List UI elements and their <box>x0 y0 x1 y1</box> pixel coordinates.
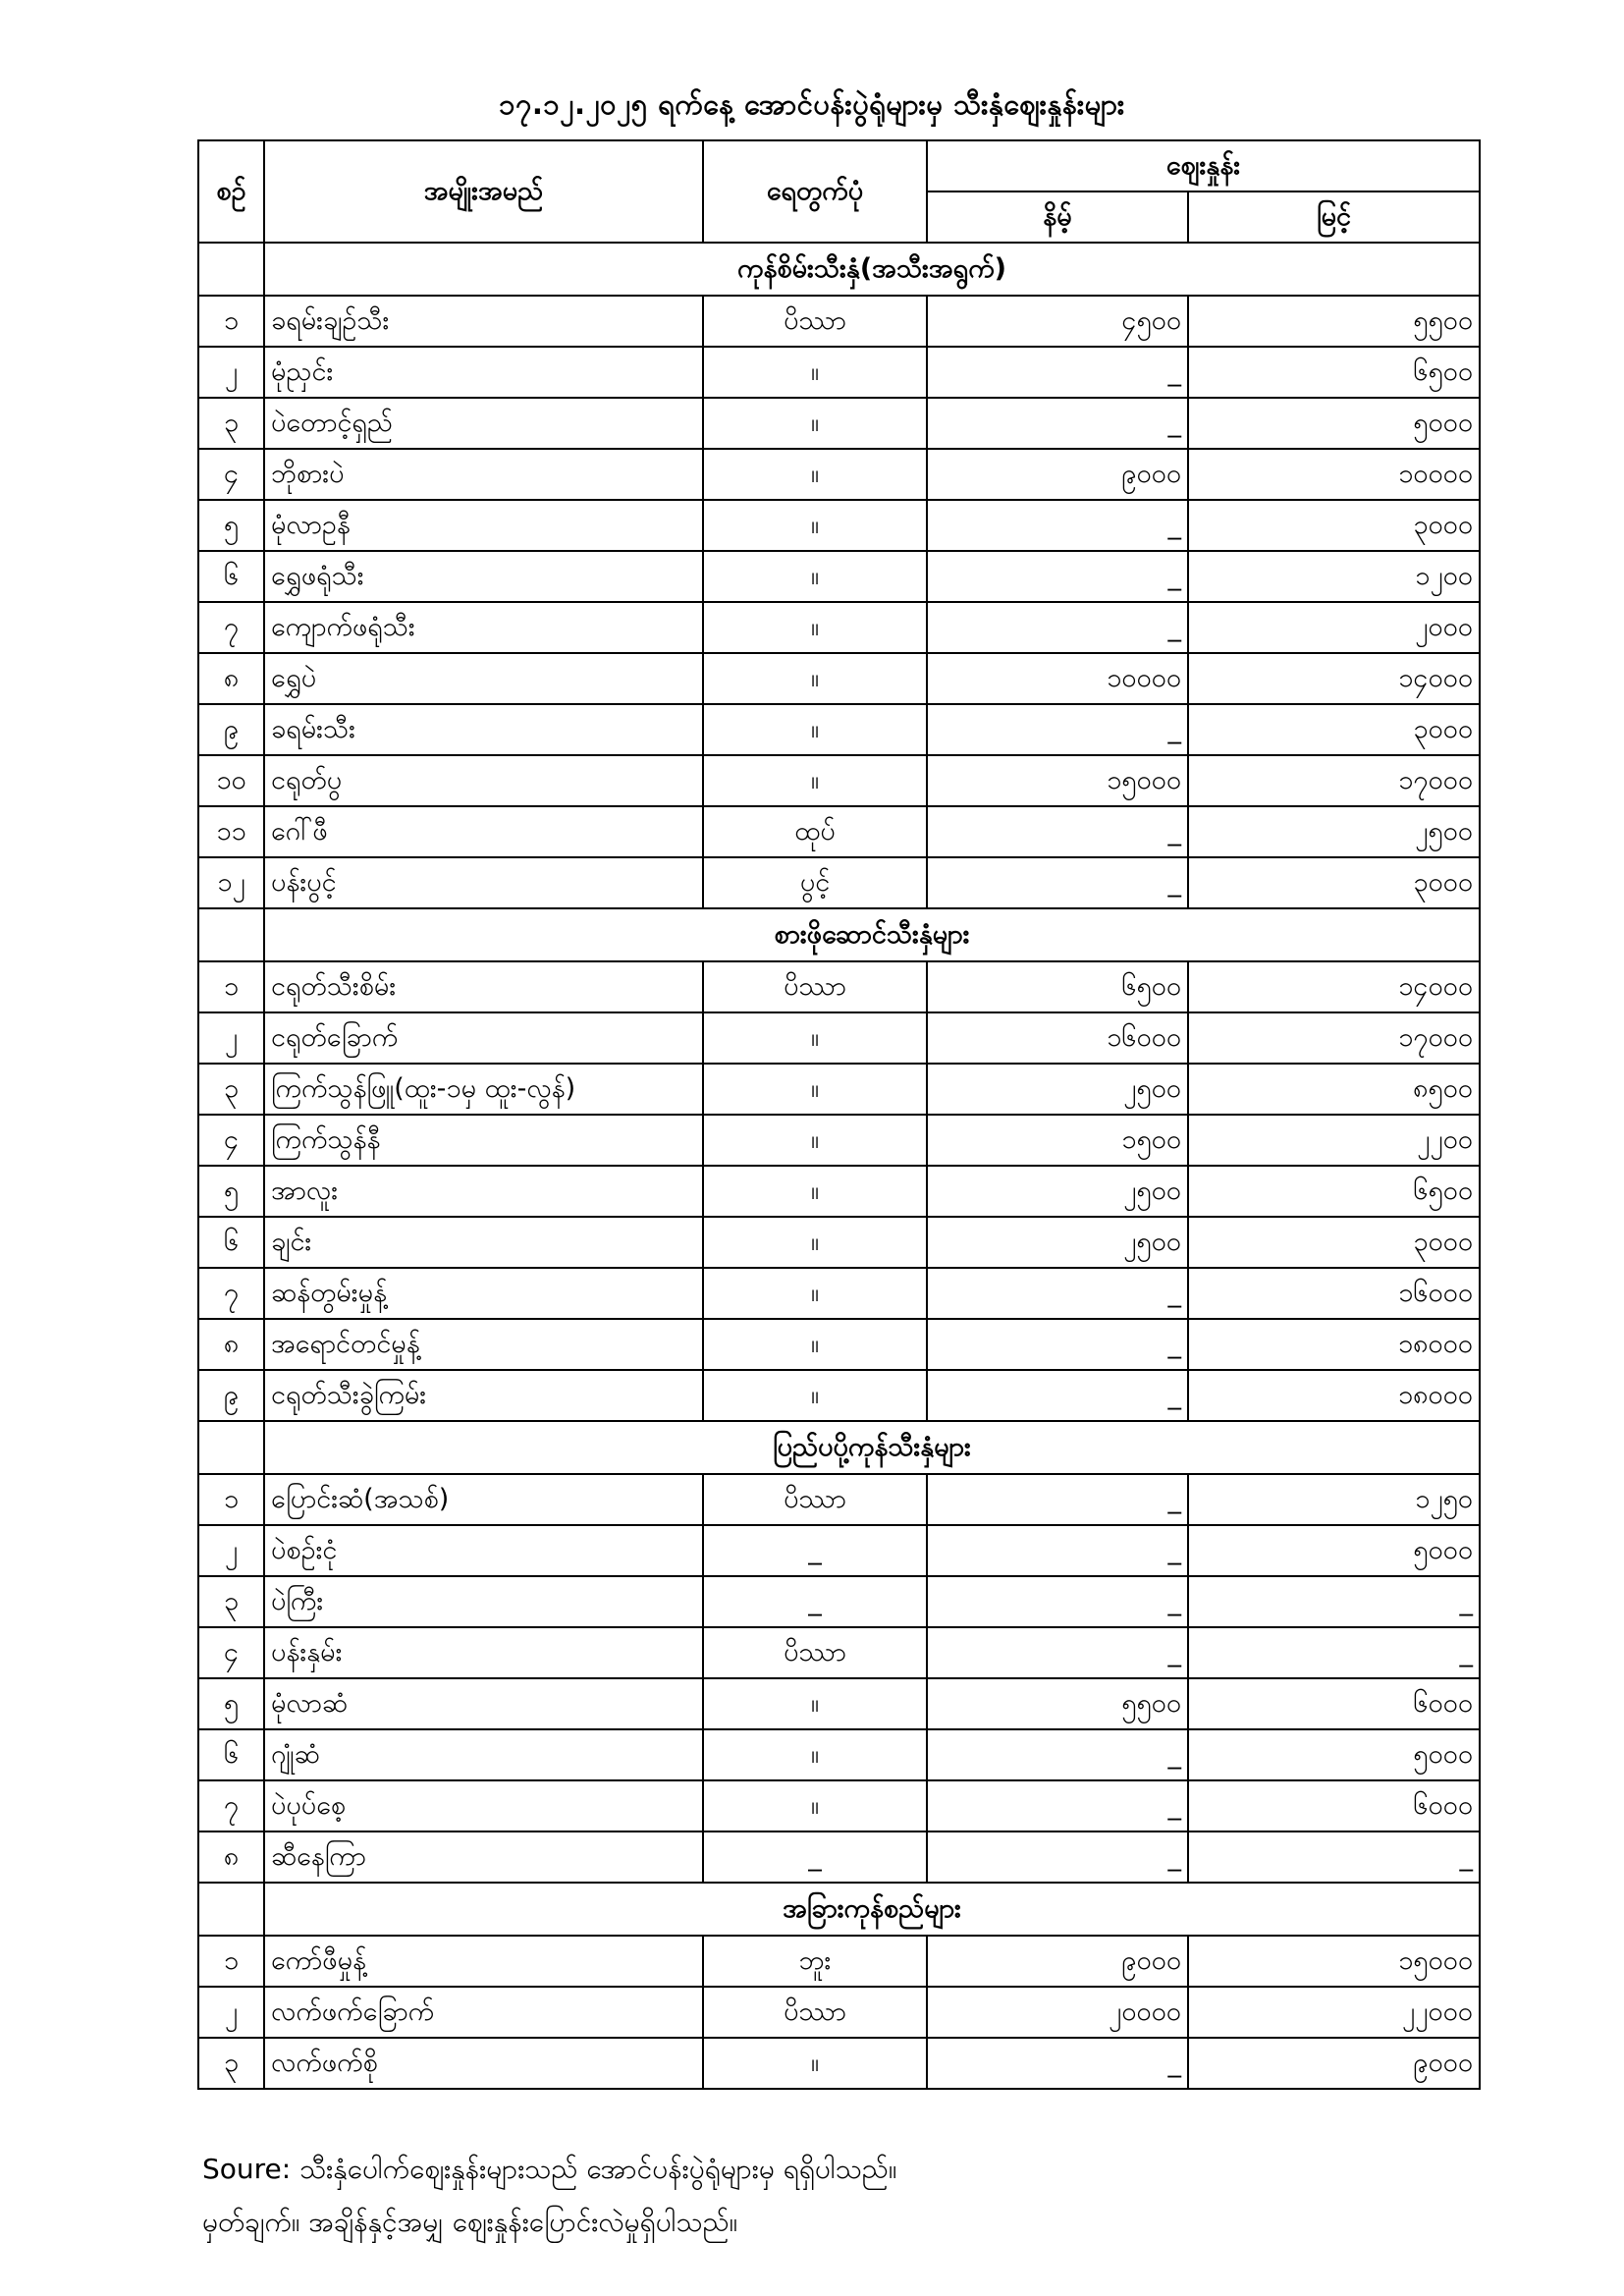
item-name: ရွှေဖရုံသီး <box>264 551 703 602</box>
row-number: ၁ <box>198 296 264 347</box>
section-row <box>198 1883 1480 1936</box>
price-low: _ <box>927 2038 1188 2089</box>
price-high: ၁၄၀၀၀ <box>1188 961 1480 1012</box>
item-name: မုံညှင်း <box>264 347 703 398</box>
item-name: ပဲပုပ်စေ့ <box>264 1780 703 1831</box>
price-high: ၁၅၀၀၀ <box>1188 1936 1480 1987</box>
price-low: _ <box>927 1780 1188 1831</box>
page-title: ၁၇.၁၂.၂၀၂၅ ရက်နေ့ အောင်ပန်းပွဲရုံများမှ သီးနှံဈေးနှုန်းများ <box>499 87 1125 121</box>
row-number: ၄ <box>198 449 264 500</box>
price-high: ၅၅၀၀ <box>1188 296 1480 347</box>
header-low: နိမ့် <box>927 191 1188 243</box>
section-title: ပြည်ပပို့ကုန်သီးနှံများ <box>264 1421 1480 1474</box>
table-row <box>198 551 1480 602</box>
item-name: ခရမ်းချဉ်သီး <box>264 296 703 347</box>
item-unit: ။ <box>703 1166 927 1217</box>
item-unit: ။ <box>703 551 927 602</box>
row-number: ၃ <box>198 1064 264 1115</box>
table-row <box>198 1217 1480 1268</box>
price-low: ၄၅၀၀ <box>927 296 1188 347</box>
table-row <box>198 1474 1480 1525</box>
price-high: ၁၂၀၀ <box>1188 551 1480 602</box>
price-high: ၃၀၀၀ <box>1188 704 1480 755</box>
item-unit: ။ <box>703 398 927 449</box>
price-high: ၂၂၀၀၀ <box>1188 1987 1480 2038</box>
price-high: ၆၅၀၀ <box>1188 1166 1480 1217</box>
row-number: ၂ <box>198 347 264 398</box>
price-high: ၃၀၀၀ <box>1188 1217 1480 1268</box>
item-name: လက်ဖက်စို <box>264 2038 703 2089</box>
price-low: ၁၀၀၀၀ <box>927 653 1188 704</box>
item-name: ခရမ်းသီး <box>264 704 703 755</box>
price-low: _ <box>927 857 1188 908</box>
item-unit: _ <box>703 1525 927 1576</box>
price-low: _ <box>927 347 1188 398</box>
item-name: ကျောက်ဖရုံသီး <box>264 602 703 653</box>
item-name: ငရုတ်သီးခွဲကြမ်း <box>264 1370 703 1421</box>
section-row <box>198 908 1480 961</box>
item-name: ငရုတ်ခြောက် <box>264 1012 703 1064</box>
row-number: ၇ <box>198 1780 264 1831</box>
row-number: ၁၂ <box>198 857 264 908</box>
item-unit: ။ <box>703 755 927 806</box>
item-name: ဂျုံဆံ <box>264 1729 703 1780</box>
row-number: ၈ <box>198 1831 264 1883</box>
item-unit: ။ <box>703 1268 927 1319</box>
item-name: ကြက်သွန်နီ <box>264 1115 703 1166</box>
table-row <box>198 347 1480 398</box>
table-row <box>198 1064 1480 1115</box>
table-row <box>198 1576 1480 1627</box>
item-unit: ။ <box>703 1678 927 1729</box>
row-number: ၁၁ <box>198 806 264 857</box>
price-high: _ <box>1188 1627 1480 1678</box>
header-no: စဉ် <box>198 140 264 243</box>
row-number: ၇ <box>198 602 264 653</box>
price-low: _ <box>927 1525 1188 1576</box>
item-unit: ။ <box>703 1370 927 1421</box>
table-row <box>198 1678 1480 1729</box>
header-unit: ရေတွက်ပုံ <box>703 140 927 243</box>
row-number: ၁ <box>198 1936 264 1987</box>
price-low: _ <box>927 1268 1188 1319</box>
row-number: ၄ <box>198 1627 264 1678</box>
price-low: ၁၅၀၀ <box>927 1115 1188 1166</box>
header-name: အမျိုးအမည် <box>264 140 703 243</box>
price-low: _ <box>927 1319 1188 1370</box>
item-unit: ။ <box>703 449 927 500</box>
table-row <box>198 1780 1480 1831</box>
item-name: ပန်းပွင့် <box>264 857 703 908</box>
price-high: ၁၄၀၀၀ <box>1188 653 1480 704</box>
price-high: ၁၂၅၀ <box>1188 1474 1480 1525</box>
price-high: ၂၅၀၀ <box>1188 806 1480 857</box>
section-blank-cell <box>198 243 264 296</box>
price-high: ၁၀၀၀၀ <box>1188 449 1480 500</box>
table-row <box>198 1627 1480 1678</box>
row-number: ၈ <box>198 653 264 704</box>
price-high: ၉၀၀၀ <box>1188 2038 1480 2089</box>
item-unit: ။ <box>703 1064 927 1115</box>
table-row <box>198 398 1480 449</box>
item-name: ရွှေပဲ <box>264 653 703 704</box>
item-name: မုံလာဥနီ <box>264 500 703 551</box>
footer-source: Soure: သီးနှံပေါက်ဈေးနှုန်းများသည် အောင်ပန်းပွဲရုံများမှ ရရှိပါသည်။ <box>202 2153 897 2185</box>
row-number: ၁၀ <box>198 755 264 806</box>
table-row <box>198 806 1480 857</box>
price-low: _ <box>927 1474 1188 1525</box>
price-low: _ <box>927 500 1188 551</box>
item-name: အရောင်တင်မှုန့် <box>264 1319 703 1370</box>
table-row <box>198 1166 1480 1217</box>
item-name: ပြောင်းဆံ(အသစ်) <box>264 1474 703 1525</box>
price-high: ၆၀၀၀ <box>1188 1678 1480 1729</box>
header-high: မြင့် <box>1188 191 1480 243</box>
row-number: ၂ <box>198 1987 264 2038</box>
price-high: _ <box>1188 1831 1480 1883</box>
table-row <box>198 1831 1480 1883</box>
item-unit: ။ <box>703 1217 927 1268</box>
table-body <box>198 243 1480 2089</box>
row-number: ၂ <box>198 1525 264 1576</box>
section-title: အခြားကုန်စည်များ <box>264 1883 1480 1936</box>
row-number: ၅ <box>198 1678 264 1729</box>
item-unit: ။ <box>703 2038 927 2089</box>
price-high: ၁၇၀၀၀ <box>1188 755 1480 806</box>
price-low: _ <box>927 1627 1188 1678</box>
price-low: ၉၀၀၀ <box>927 1936 1188 1987</box>
item-unit: ။ <box>703 653 927 704</box>
price-low: _ <box>927 1831 1188 1883</box>
price-low: _ <box>927 1370 1188 1421</box>
price-low: ၁၆၀၀၀ <box>927 1012 1188 1064</box>
item-name: ဆီနေကြာ <box>264 1831 703 1883</box>
row-number: ၃ <box>198 2038 264 2089</box>
table-row <box>198 1729 1480 1780</box>
row-number: ၉ <box>198 704 264 755</box>
row-number: ၆ <box>198 1217 264 1268</box>
table-row <box>198 755 1480 806</box>
price-high: ၃၀၀၀ <box>1188 857 1480 908</box>
item-unit: ။ <box>703 1729 927 1780</box>
price-low: _ <box>927 1576 1188 1627</box>
item-unit: ။ <box>703 602 927 653</box>
table-row <box>198 449 1480 500</box>
price-high: _ <box>1188 1576 1480 1627</box>
price-high: ၅၀၀၀ <box>1188 1729 1480 1780</box>
price-low: _ <box>927 602 1188 653</box>
section-row <box>198 243 1480 296</box>
item-unit: ပွင့် <box>703 857 927 908</box>
item-unit: ။ <box>703 704 927 755</box>
row-number: ၈ <box>198 1319 264 1370</box>
section-title: ကုန်စိမ်းသီးနှံ(အသီးအရွက်) <box>264 243 1480 296</box>
item-unit: ။ <box>703 1780 927 1831</box>
row-number: ၅ <box>198 1166 264 1217</box>
item-name: ငရုတ်သီးစိမ်း <box>264 961 703 1012</box>
item-name: ဂေါ်ဖီ <box>264 806 703 857</box>
price-high: ၅၀၀၀ <box>1188 398 1480 449</box>
item-unit: _ <box>703 1576 927 1627</box>
price-high: ၁၈၀၀၀ <box>1188 1319 1480 1370</box>
price-low: ၉၀၀၀ <box>927 449 1188 500</box>
item-unit: ။ <box>703 347 927 398</box>
price-low: _ <box>927 806 1188 857</box>
price-high: ၆၅၀၀ <box>1188 347 1480 398</box>
price-high: ၁၈၀၀၀ <box>1188 1370 1480 1421</box>
price-low: ၁၅၀၀၀ <box>927 755 1188 806</box>
row-number: ၁ <box>198 1474 264 1525</box>
item-unit: ။ <box>703 500 927 551</box>
row-number: ၆ <box>198 551 264 602</box>
table-row <box>198 2038 1480 2089</box>
table-row <box>198 704 1480 755</box>
row-number: ၄ <box>198 1115 264 1166</box>
item-name: ပန်းနှမ်း <box>264 1627 703 1678</box>
item-unit: ပိဿာ <box>703 1627 927 1678</box>
price-high: ၂၂၀၀ <box>1188 1115 1480 1166</box>
table-row <box>198 500 1480 551</box>
item-name: အာလူး <box>264 1166 703 1217</box>
section-row <box>198 1421 1480 1474</box>
price-high: ၈၅၀၀ <box>1188 1064 1480 1115</box>
price-low: ၂၅၀၀ <box>927 1064 1188 1115</box>
table-row <box>198 602 1480 653</box>
table-row <box>198 961 1480 1012</box>
footer-note: မှတ်ချက်။ အချိန်နှင့်အမျှ ဈေးနှုန်းပြောင်းလဲမှုရှိပါသည်။ <box>202 2206 738 2238</box>
price-low: _ <box>927 551 1188 602</box>
item-name: မုံလာဆံ <box>264 1678 703 1729</box>
row-number: ၇ <box>198 1268 264 1319</box>
item-name: ငရုတ်ပွ <box>264 755 703 806</box>
item-unit: ။ <box>703 1115 927 1166</box>
item-name: ကြက်သွန်ဖြူ(ထူး-၁မှ ထူး-လွန်) <box>264 1064 703 1115</box>
header-row <box>198 140 1480 191</box>
table-row <box>198 1012 1480 1064</box>
price-low: ၂၀၀၀၀ <box>927 1987 1188 2038</box>
item-name: ဆန်တွမ်းမှုန့် <box>264 1268 703 1319</box>
price-high: ၁၆၀၀၀ <box>1188 1268 1480 1319</box>
item-unit: ။ <box>703 1012 927 1064</box>
table-row <box>198 296 1480 347</box>
table-row <box>198 1115 1480 1166</box>
item-unit: ပိဿာ <box>703 1474 927 1525</box>
row-number: ၁ <box>198 961 264 1012</box>
price-table <box>197 139 1481 2090</box>
table-row <box>198 857 1480 908</box>
header-price: ဈေးနှုန်း <box>927 140 1480 191</box>
item-name: ပဲကြီး <box>264 1576 703 1627</box>
price-high: ၅၀၀၀ <box>1188 1525 1480 1576</box>
table-row <box>198 1268 1480 1319</box>
item-unit: ပိဿာ <box>703 296 927 347</box>
price-low: ၅၅၀၀ <box>927 1678 1188 1729</box>
item-unit: ။ <box>703 1319 927 1370</box>
row-number: ၃ <box>198 1576 264 1627</box>
price-high: ၆၀၀၀ <box>1188 1780 1480 1831</box>
row-number: ၃ <box>198 398 264 449</box>
item-unit: ပိဿာ <box>703 1987 927 2038</box>
table-row <box>198 1987 1480 2038</box>
item-name: ဘိုစားပဲ <box>264 449 703 500</box>
row-number: ၆ <box>198 1729 264 1780</box>
item-unit: ပိဿာ <box>703 961 927 1012</box>
section-blank-cell <box>198 908 264 961</box>
item-unit: ဘူး <box>703 1936 927 1987</box>
price-high: ၂၀၀၀ <box>1188 602 1480 653</box>
table-row <box>198 653 1480 704</box>
row-number: ၅ <box>198 500 264 551</box>
price-low: _ <box>927 398 1188 449</box>
table-row <box>198 1525 1480 1576</box>
price-low: ၂၅၀၀ <box>927 1166 1188 1217</box>
row-number: ၉ <box>198 1370 264 1421</box>
row-number: ၂ <box>198 1012 264 1064</box>
price-high: ၁၇၀၀၀ <box>1188 1012 1480 1064</box>
item-unit: ထုပ် <box>703 806 927 857</box>
price-low: ၂၅၀၀ <box>927 1217 1188 1268</box>
table-row <box>198 1936 1480 1987</box>
item-unit: _ <box>703 1831 927 1883</box>
section-blank-cell <box>198 1421 264 1474</box>
item-name: လက်ဖက်ခြောက် <box>264 1987 703 2038</box>
section-title: စားဖိုဆောင်သီးနှံများ <box>264 908 1480 961</box>
section-blank-cell <box>198 1883 264 1936</box>
item-name: ပဲစဉ်းငုံ <box>264 1525 703 1576</box>
price-low: _ <box>927 704 1188 755</box>
item-name: ချင်း <box>264 1217 703 1268</box>
price-low: _ <box>927 1729 1188 1780</box>
item-name: ကော်ဖီမှုန့် <box>264 1936 703 1987</box>
item-name: ပဲတောင့်ရှည် <box>264 398 703 449</box>
table-row <box>198 1370 1480 1421</box>
price-low: ၆၅၀၀ <box>927 961 1188 1012</box>
price-high: ၃၀၀၀ <box>1188 500 1480 551</box>
table-row <box>198 1319 1480 1370</box>
